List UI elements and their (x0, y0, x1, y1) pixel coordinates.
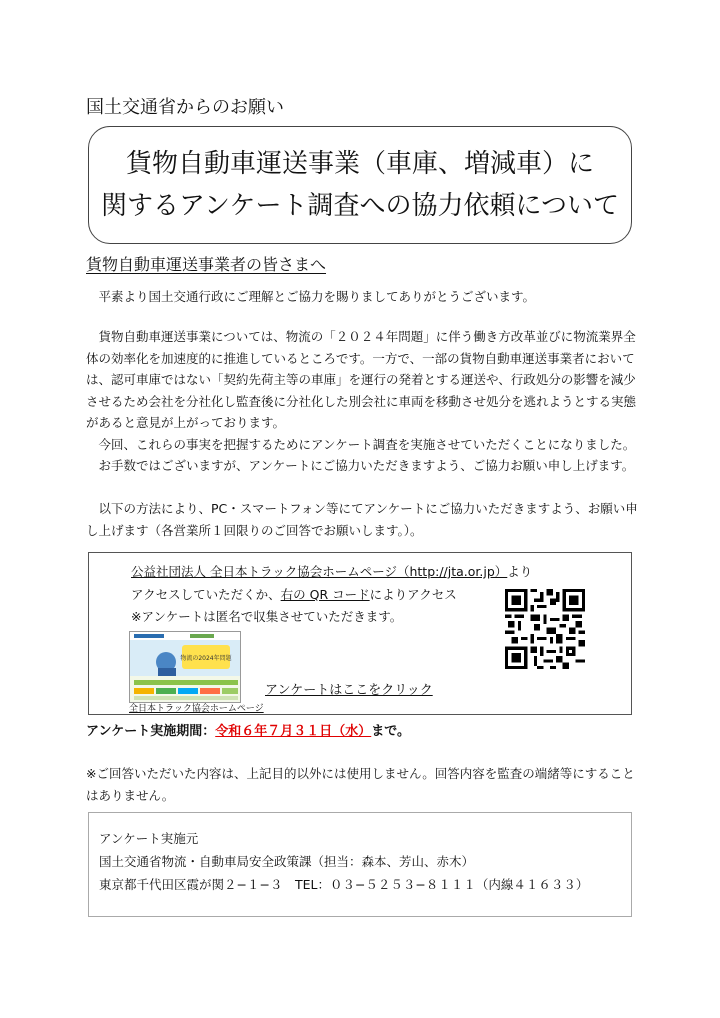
site-line (131, 562, 532, 580)
access-box (88, 552, 632, 715)
addressee: 貨物自動車運送事業者の皆さまへ (86, 255, 327, 274)
period-suffix: まで。 (371, 724, 410, 739)
access-line (131, 585, 457, 603)
background-paragraph (86, 326, 638, 477)
thumbnail-caption[interactable]: 全日本トラック協会ホームページ (129, 704, 264, 714)
contact-box (88, 812, 632, 917)
usage-notice: ※ご回答いただいた内容は、上記目的以外には使用しません。回答内容を監査の端緒等にすることはありません。 (86, 766, 635, 803)
jta-site-link[interactable]: 公益社団法人 全日本トラック協会ホームページ（http://jta.or.jp） (131, 564, 508, 579)
greeting-text: 平素より国土交通行政にご理解とご協力を賜りましてありがとうございます。 (98, 289, 536, 304)
purpose-text-1: 今回、これらの事実を把握するためにアンケート調査を実施させていただくことになりました。 (98, 436, 636, 452)
document-title-box (88, 126, 632, 244)
background-text: 貨物自動車運送事業については、物流の「２０２４年問題」に伴う働き方改革並びに物流業界全体の効率化を加速度的に推進しているところです。一方で、一部の貨物自動車運送事業者においては、認可車庫ではない「契約先荷主等の車庫」を運行の発着とする運送や、行政処分の影響を減少させるため会社を分社化し監査後に分社化した別会社に車両を移動させ処分を逃れようとする実態があると意見が上がっております。 (86, 329, 637, 430)
thumbnail-headline: 物流の2024年問題 (180, 655, 232, 662)
survey-click-link[interactable]: アンケートはここをクリック (265, 683, 433, 698)
access-suffix: によりアクセス (369, 587, 457, 602)
site-line-suffix: より (507, 564, 533, 579)
notice-heading: 国土交通省からのお願い (86, 97, 284, 118)
document-title-line-2: 関するアンケート調査への協力依頼について (101, 191, 619, 221)
jta-homepage-thumbnail[interactable] (129, 631, 241, 703)
period-date: 令和６年７月３１日（水） (215, 724, 372, 739)
period-label: アンケート実施期間： (86, 724, 216, 739)
purpose-text-2: お手数ではございますが、アンケートにご協力いただきますよう、ご協力お願い申し上げます。 (98, 458, 635, 473)
method-text: 以下の方法により、PC・スマートフォン等にてアンケートにご協力いただきますよう、お願い申し上げます（各営業所１回限りのご回答でお願いします。）。 (86, 501, 638, 538)
thumbnail-graphic (130, 632, 241, 703)
anonymous-note: ※アンケートは匿名で収集させていただきます。 (131, 609, 403, 624)
survey-period (86, 720, 410, 739)
qr-code-image[interactable] (505, 589, 585, 669)
contact-address: 東京都千代田区霞が関２−１−３ TEL：０３−５２５３−８１１１（内線４１６３３） (99, 877, 589, 892)
access-prefix: アクセスしていただくか、 (131, 587, 281, 602)
method-paragraph (86, 498, 638, 541)
document-title-line-1: 貨物自動車運送事業（車庫、増減車）に (125, 149, 594, 179)
qr-code-link[interactable]: 右の QR コード (280, 587, 370, 602)
contact-heading: アンケート実施元 (99, 831, 199, 846)
contact-department: 国土交通省物流・自動車局安全政策課（担当：森本、芳山、赤木） (99, 854, 475, 869)
greeting-paragraph (86, 286, 638, 308)
